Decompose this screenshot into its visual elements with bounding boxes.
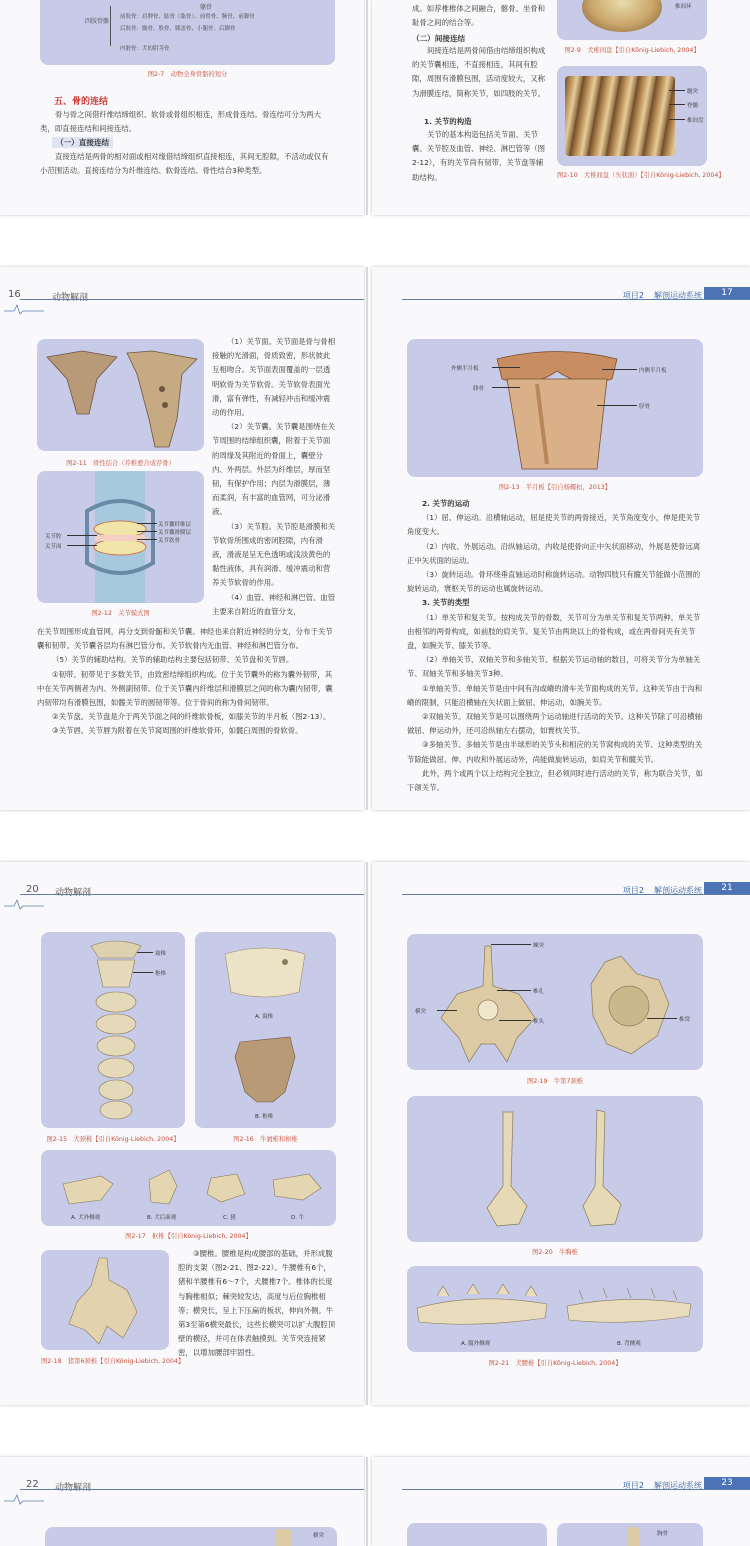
diagram-line-top: 躯骨: [200, 4, 213, 11]
fig2-21-caption: 图2-21 犬腰椎【引自König-Liebich, 2004】: [488, 1360, 622, 1367]
leader: [492, 367, 520, 368]
fig2-19-caption: 图2-19 牛第7颈椎: [526, 1078, 584, 1085]
skeleton-division-diagram: [40, 0, 335, 65]
paragraph: （1）关节面。关节面是骨与骨相接触的光滑面，骨质致密，形状彼此互相吻合。关节面表面覆盖的一层透明软骨为关节软骨。关节软骨表面光滑，富有弹性，有减轻冲击和缓冲震动的作用。: [212, 337, 336, 418]
disc-image: [582, 0, 662, 32]
header-rule: [20, 894, 364, 895]
diagram-line-hind: 后肢骨：髋骨、股骨、膝盖骨、小腿骨、后脚骨: [120, 26, 236, 32]
diagram-line-visceral: 内脏骨：犬的阴茎骨: [120, 46, 170, 52]
fig17-label: B. 犬后面观: [147, 1215, 177, 1221]
partial-figure: [45, 1527, 337, 1546]
leader: [492, 387, 520, 388]
leader: [133, 972, 153, 973]
fig2-20-caption: 图2-20 牛胸椎: [532, 1249, 578, 1256]
fig2-9-box: [557, 0, 707, 40]
fig2-10-caption: 图2-10 犬椎间盘（矢状面）【引自König-Liebich, 2004】: [557, 172, 725, 179]
page-header: [372, 1467, 750, 1491]
project-label: 项目2: [622, 886, 644, 895]
paragraph: （2）单轴关节、双轴关节和多轴关节。根据关节运动轴的数目，可将关节分为单轴关节、双轴关节和多轴关节3种。: [407, 655, 701, 679]
page-title: 动物解剖: [55, 888, 92, 898]
paragraph: （2）内收、外展运动。沿纵轴运动，内收是使骨向正中矢状面移动，外展是使骨远离正中矢状面的运动。: [407, 541, 701, 565]
dog-cervical-image: [41, 932, 185, 1128]
page-header: [0, 1467, 364, 1491]
fig15-label: 寰椎: [155, 951, 167, 957]
page-header: [0, 872, 364, 896]
fig12-label: 关节腔: [45, 534, 62, 540]
heading: 3. 关节的类型: [422, 598, 470, 608]
full-width-text: [37, 625, 336, 739]
struct-paragraph: 关节的基本构造包括关节面、关节囊、关节腔及血管、神经、淋巴管等（图2-12），有的关节尚有韧带、关节盘等辅助结构。: [412, 130, 546, 182]
gutter: [366, 267, 368, 810]
ecg-icon: [4, 1493, 44, 1505]
fig2-15-box: [41, 932, 185, 1128]
leader: [67, 535, 97, 536]
header-rule: [20, 299, 364, 300]
project-label: 项目2: [622, 291, 644, 300]
paragraph: （3）关节腔。关节腔是滑膜和关节软骨所围成的密闭腔隙，内有滑液，滑液是呈无色透明或浅淡黄色的黏性液体，具有润滑、缓冲震动和营养关节软骨的作用。: [212, 521, 336, 588]
paragraph: （4）血管、神经和淋巴管。血管主要来自附近的血管分支，: [212, 592, 336, 616]
page-21: [372, 862, 750, 1405]
leader: [602, 369, 637, 370]
page-title: 解剖运动系统: [654, 1481, 702, 1490]
paragraph: ②双轴关节。双轴关节是可以围绕两个运动轴进行活动的关节。这种关节除了可沿横轴做屈、伸运动外，还可沿纵轴左右摆动，如寰枕关节。: [407, 712, 703, 736]
paragraph: ③关节唇。关节唇为附着在关节窝周围的纤维软骨环，如髋臼周围的骨软骨。: [52, 726, 303, 736]
leader: [647, 1018, 677, 1019]
page-number: 16: [8, 289, 21, 300]
continuation-text: 成。如荐椎椎体之间融合，髂骨、坐骨和耻骨之间的结合等。: [412, 4, 546, 28]
sub1-title: 1. 关节的构造: [424, 117, 472, 126]
paragraph: ③多轴关节。多轴关节是由半球形的关节头和相应的关节窝构成的关节。这种类型的关节除能做屈、伸、内收和外展运动外，尚能做旋转运动，如肩关节和髋关节。: [407, 740, 703, 764]
fig17-label: C. 猪: [223, 1215, 236, 1221]
lumbar-paragraph: ③腰椎。腰椎是构成腰部的基础，并形成腹腔的支架（图2-21、图2-22）。牛腰椎有6个，猪和羊腰椎有6～7个，犬腰椎7个。椎体的长度与胸椎相似；棘突较发达，高度与后位胸椎相等；横突长，呈上下压扁的板状，伸向外侧。牛第3至第6横突最长，这些长横突可以扩大腹腔顶壁的横径，并可在体表触摸到。关节突连接紧密，以增加腰部牢固性。: [178, 1249, 336, 1358]
sacrum-image: [37, 339, 204, 451]
leader: [499, 1020, 531, 1021]
paragraph: ①韧带。韧带见于多数关节，由致密结缔组织构成。位于关节囊外的称为囊外韧带，其中在关节两侧者为内、外侧副韧带。位于关节囊内纤维层和滑膜层之间的称为囊内韧带，囊内韧带均有滑膜包围，如髋关节的圆韧带等。位于骨间的称为骨间韧带。: [37, 669, 333, 708]
cattle-cervical7-image: [407, 934, 703, 1070]
paragraph: 在关节周围形成血管网，再分支到骨骺和关节囊。神经也来自附近神经的分支，分布于关节囊和韧带。关节囊各层均有淋巴管分布。关节软骨内无血管、神经和淋巴管分布。: [37, 627, 333, 651]
paragraph: ②关节盘。关节盘是介于两关节面之间的纤维软骨板，如膝关节的半月板（图2-13）。: [52, 712, 331, 722]
fig2-17-caption: 图2-17 枢椎【引自König-Liebich, 2004】: [125, 1233, 252, 1240]
leader: [669, 90, 685, 91]
page-title: 动物解剖: [55, 1483, 92, 1493]
sub-title-box: （二）间接连结: [412, 34, 466, 43]
fig10-label: 髓突: [687, 89, 699, 95]
page-title: 解剖运动系统: [654, 886, 702, 895]
fig2-19-box: [407, 934, 703, 1070]
fig13-label: 内侧半月板: [639, 368, 667, 374]
fig12-label: 关节面: [45, 544, 62, 550]
fig12-label: 关节囊纤维层: [158, 522, 192, 528]
fig10-label: 脊髓: [687, 103, 699, 109]
leader: [137, 952, 153, 953]
diagram-line-fore: 前肢骨：肩胛骨、肱骨（肱骨）、前臂骨、腕骨、前脚骨: [120, 14, 255, 20]
partial-label: 胸骨: [657, 1531, 669, 1537]
leader: [669, 104, 685, 105]
leader: [491, 944, 531, 945]
page-header: [0, 277, 364, 301]
fig2-9-caption: 图2-9 犬椎间盘【引自König-Liebich, 2004】: [564, 47, 700, 54]
fig13-label: 外侧半月板: [451, 366, 479, 372]
paragraph: （1）屈、伸运动。沿横轴运动，屈是使关节的两骨接近，关节角度变小，伸是使关节角度变大。: [407, 513, 701, 537]
page-20: [0, 862, 364, 1405]
fig2-15-caption: 图2-15 犬颈椎【引自König-Liebich, 2004】: [46, 1136, 180, 1143]
indirect-paragraph: 间接连结是两骨间借由结缔组织构成的关节囊相连，不直接相连，其间有腔隙，周围有滑膜包围，活动度较大，又称为滑膜连结，简称关节，如四肢的关节。: [412, 46, 546, 98]
fig17-label: A. 犬外侧观: [71, 1215, 101, 1221]
page-23: [372, 1457, 750, 1546]
spine-sagittal-image: [565, 76, 675, 156]
fig16-label: B. 枢椎: [255, 1114, 274, 1120]
page-number: 17: [704, 287, 750, 300]
sub-title-box: （一）直接连结: [52, 137, 113, 148]
fig2-11-caption: 图2-11 骨性结合（荐椎愈合成荐骨）: [66, 460, 175, 467]
page-16: [0, 267, 364, 810]
pig-vertebra-image: [41, 1250, 169, 1350]
fig2-18-box: [41, 1250, 169, 1350]
fig13-label: 腓骨: [473, 386, 485, 392]
fig2-16-box: [195, 932, 336, 1128]
ecg-icon: [4, 303, 44, 315]
fig19-label: 椎孔: [533, 989, 545, 995]
header-rule: [402, 299, 750, 300]
fig9-label: 椎间环: [675, 4, 692, 10]
paragraph: （1）单关节和复关节。按构成关节的骨数，关节可分为单关节和复关节两种。单关节由相邻的两骨构成，如前肢的肩关节。复关节由两块以上的骨构成，或在两骨间夹有关节盘，如腕关节、膝关节等。: [407, 612, 701, 651]
page-number: 20: [26, 884, 39, 895]
intro-paragraph: 骨与骨之间借纤维结缔组织、软骨或骨组织相连，形成骨连结。骨连结可分为两大类，即直接连结和间接连结。: [40, 110, 322, 134]
fig19-label: 椎窝: [679, 1017, 691, 1023]
paragraph: （2）关节囊。关节囊是围绕在关节周围的结缔组织囊，附着于关节面的周缘及其附近的骨面上，囊壁分内、外两层。外层为纤维层，厚而坚韧，有保护作用；内层为滑膜层，薄而柔润，有丰富的血管网，可分泌滑液。: [212, 422, 336, 517]
partial-label: 横突: [313, 1533, 325, 1539]
leader: [137, 539, 157, 540]
cattle-thoracic-image: [407, 1096, 703, 1242]
leader: [597, 405, 637, 406]
fig21-label: A. 腹外侧观: [461, 1341, 491, 1347]
page-number: 21: [704, 882, 750, 895]
project-label: 项目2: [622, 1481, 644, 1490]
fig10-label: 椎间盘: [687, 118, 704, 124]
page-title: 解剖运动系统: [654, 291, 702, 300]
dog-lumbar-image: [407, 1266, 703, 1352]
partial-figure: [557, 1523, 703, 1546]
header-rule: [402, 894, 750, 895]
fig12-label: 关节软骨: [158, 538, 181, 544]
diagram-line-forelimb: 四肢骨骼: [85, 18, 110, 25]
right-text: [407, 497, 703, 795]
page-number: 22: [26, 1479, 39, 1490]
section-title: 五、骨的连结: [54, 97, 109, 107]
leader: [669, 119, 685, 120]
fig2-17-box: [41, 1150, 336, 1226]
fig19-label: 横突: [415, 1009, 427, 1015]
fig2-12-box: [37, 471, 204, 603]
page-title: 动物解剖: [52, 293, 89, 303]
fig2-13-caption: 图2-13 半月板【引自杨耀桓，2013】: [498, 484, 612, 491]
page-17: [372, 267, 750, 810]
fig2-21-box: [407, 1266, 703, 1352]
header-rule: [402, 1489, 750, 1490]
ecg-icon: [4, 898, 44, 910]
page-left-spread1: [0, 0, 364, 215]
fig15-label: 枢椎: [155, 971, 167, 977]
fig19-label: 棘突: [533, 943, 545, 949]
fig2-10-box: [557, 66, 707, 166]
page-right-spread1: [372, 0, 750, 215]
fig17-label: D. 牛: [291, 1215, 305, 1221]
fig2-11-box: [37, 339, 204, 451]
direct-paragraph: 直接连结是两骨的相对面或相对缘借结缔组织直接相连，其间无腔隙，不活动或仅有小范围活动。直接连结分为纤维连结、软骨连结、骨性结合3种类型。: [40, 152, 329, 176]
fig21-label: B. 背侧观: [617, 1341, 641, 1347]
heading: 2. 关节的运动: [422, 499, 470, 508]
leader: [437, 1010, 457, 1011]
fig2-13-box: [407, 339, 703, 477]
fig2-18-caption: 图2-18 猪第6颈椎【引自König-Liebich, 2004】: [41, 1358, 185, 1365]
fig19-label: 椎头: [533, 1019, 545, 1025]
leader: [137, 531, 157, 532]
fig2-12-caption: 图2-12 关节模式图: [91, 610, 150, 617]
page-22: [0, 1457, 364, 1546]
leader: [497, 990, 531, 991]
fig2-16-caption: 图2-16 牛寰椎和枢椎: [233, 1136, 298, 1143]
gutter: [366, 862, 368, 1405]
right-column: [212, 335, 336, 619]
gutter: [366, 1457, 368, 1546]
bone-image: [275, 1529, 291, 1546]
page-header: [372, 277, 750, 301]
paragraph: 此外，两个或两个以上结构完全独立，但必须同时进行活动的关节，称为联合关节，如下颌关节。: [407, 768, 703, 793]
fig16-label: A. 寰椎: [255, 1014, 274, 1020]
fig13-label: 胫骨: [639, 404, 651, 410]
meniscus-image: [407, 339, 703, 477]
fig12-label: 关节囊滑膜层: [158, 530, 192, 536]
fig-caption: 图2-7 动物全身骨骼的划分: [147, 71, 228, 78]
leader: [137, 523, 157, 524]
cattle-atlas-axis-image: [195, 932, 336, 1128]
leader: [67, 545, 97, 546]
gutter: [366, 0, 368, 215]
paragraph: （3）旋转运动。骨环绕垂直轴运动时称旋转运动。动物四肢只有髋关节能做小范围的旋转运动，寰枢关节的运动也属旋转运动。: [407, 570, 701, 594]
page-number: 23: [704, 1477, 750, 1490]
paragraph: （5）关节的辅助结构。关节的辅助结构主要包括韧带、关节盘和关节唇。: [52, 655, 294, 665]
partial-figure: [407, 1523, 547, 1546]
paragraph: ①单轴关节。单轴关节是由中间有沟或嵴的滑车关节面构成的关节。这种关节由于沟和嵴的限制，只能沿横轴在矢状面上做屈、伸运动，如腕关节。: [407, 683, 703, 707]
page-header: [372, 872, 750, 896]
fig2-20-box: [407, 1096, 703, 1242]
bone-image: [627, 1527, 639, 1546]
header-rule: [20, 1489, 364, 1490]
